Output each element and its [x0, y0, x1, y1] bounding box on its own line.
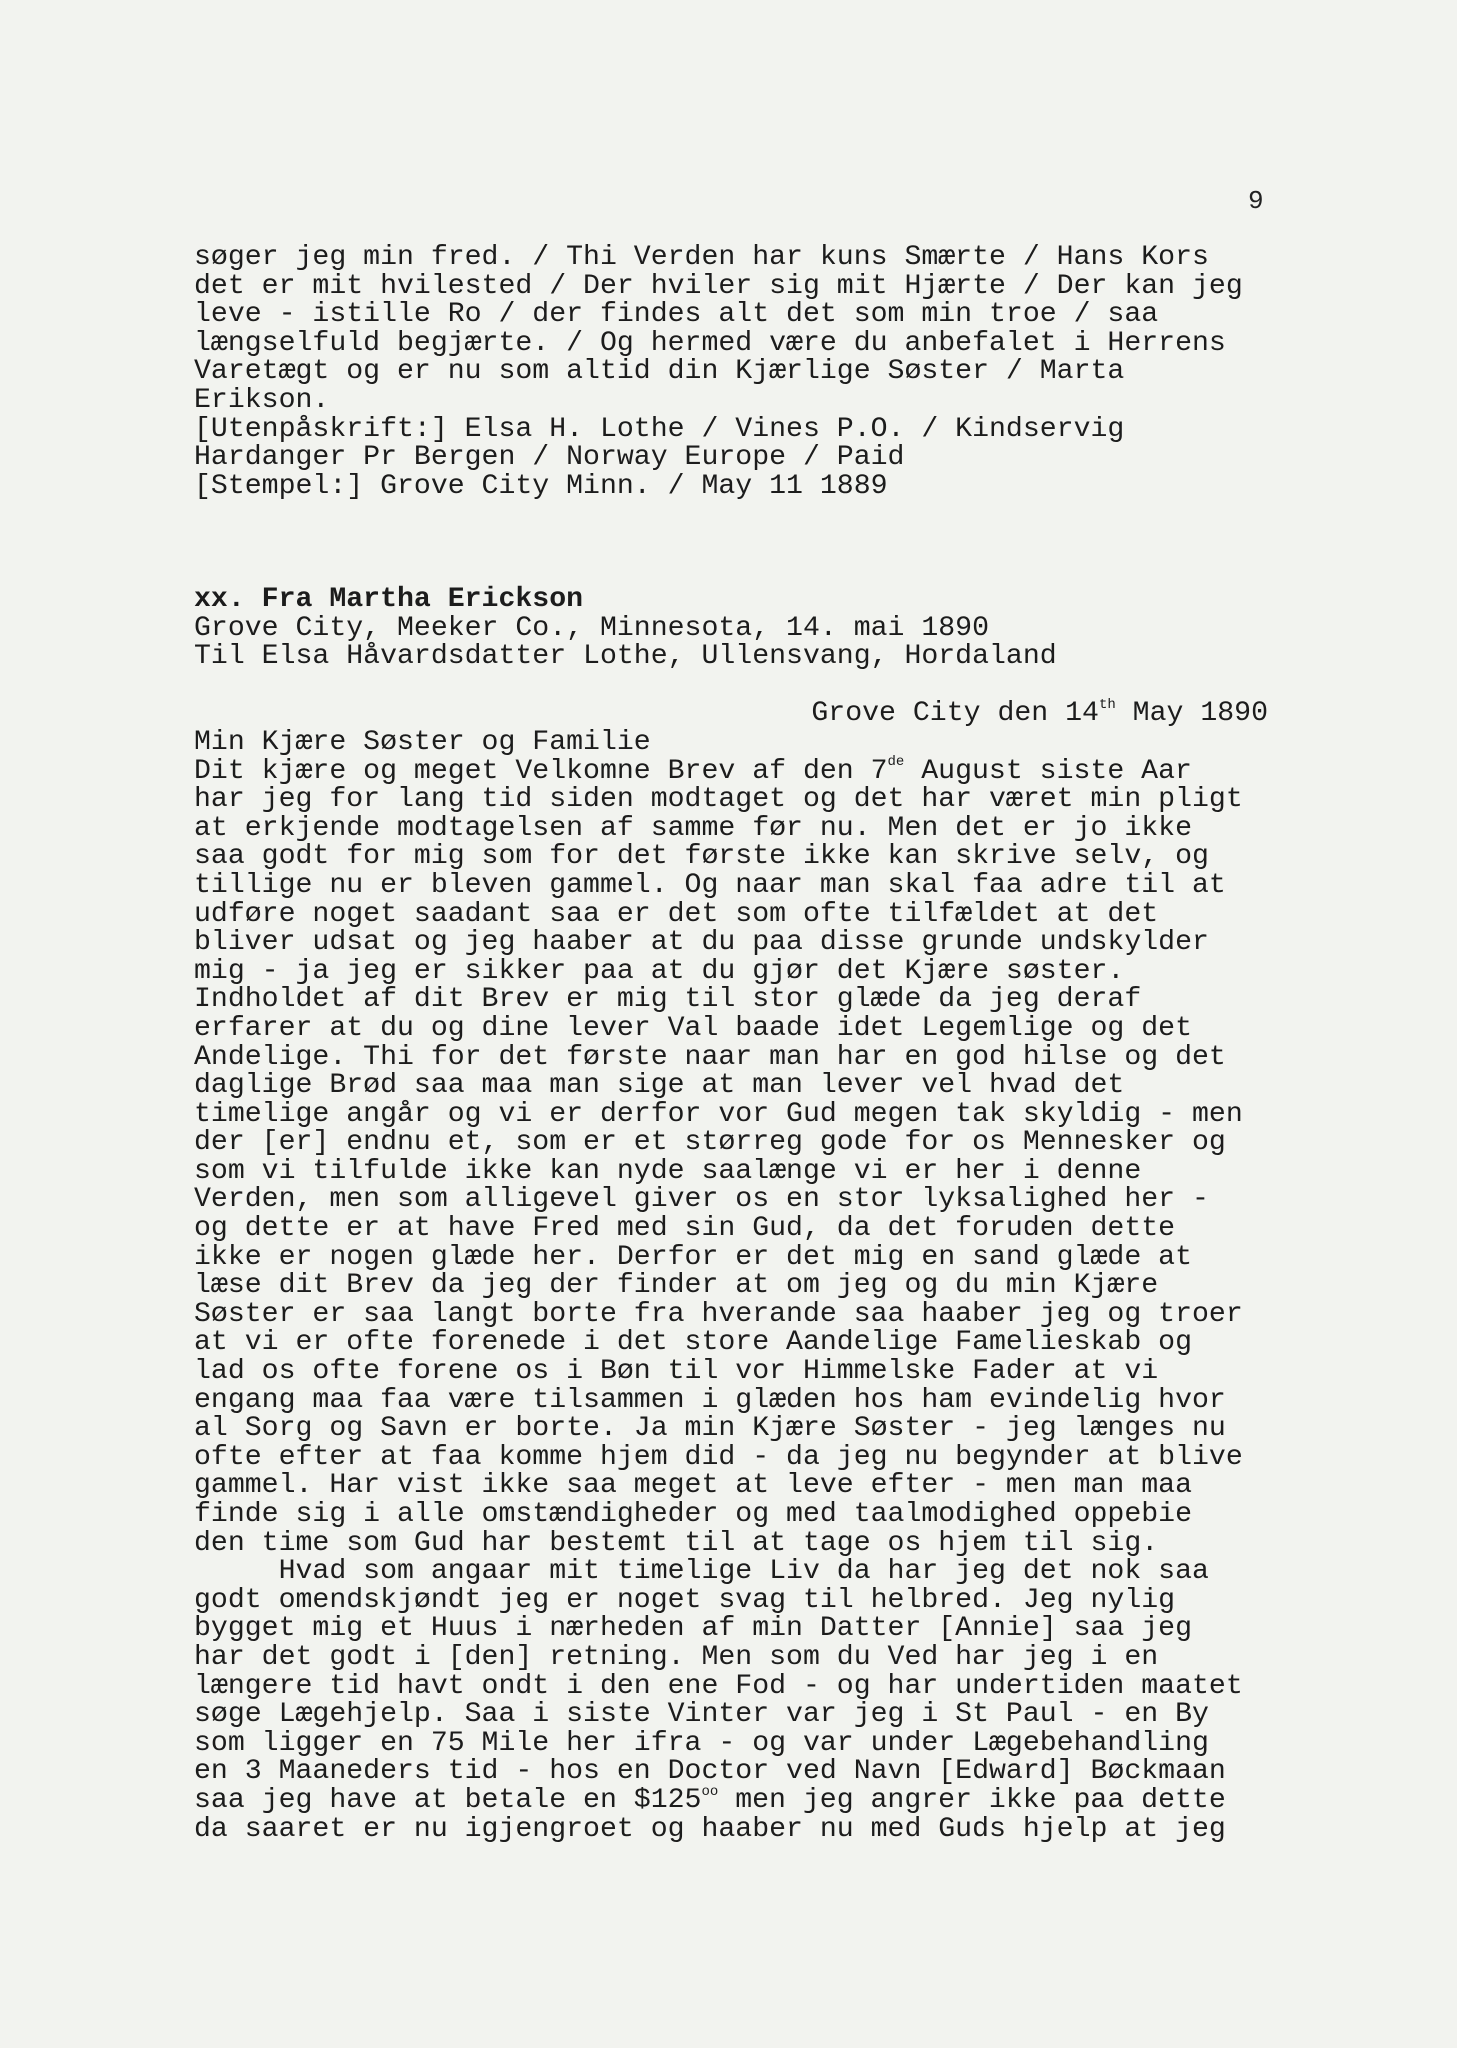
text-line: daglige Brød saa maa man sige at man lever vel hvad det — [194, 1070, 1125, 1102]
text-line: bliver udsat og jeg haaber at du paa disse grunde undskylder — [194, 927, 1209, 959]
text-line: Andelige. Thi for det første naar man har en god hilse og det — [194, 1041, 1226, 1073]
address-line: [Utenpåskrift:] Elsa H. Lothe / Vines P.O. / Kindservig — [194, 413, 1125, 445]
blank-line — [194, 672, 1304, 701]
superscript: oo — [701, 1783, 719, 1800]
text-line: en 3 Maaneders tid - hos en Doctor ved Navn [Edward] Bøckmaan — [194, 1756, 1226, 1788]
letter-block — [194, 586, 1304, 1844]
text-line: det er mit hvilested / Der hviler sig mit Hjærte / Der kan jeg — [194, 270, 1243, 302]
text-line: Varetægt og er nu som altid din Kjærlige Søster / Marta — [194, 356, 1125, 388]
text-line: leve - istille Ro / der findes alt det som min troe / saa — [194, 299, 1159, 331]
text-line: søger jeg min fred. / Thi Verden har kuns Smærte / Hans Kors — [194, 242, 1209, 273]
text-line: søge Lægehjelp. Saa i siste Vinter var jeg i St Paul - en By — [194, 1699, 1209, 1731]
text-line: finde sig i alle omstændigheder og med taalmodighed oppebie — [194, 1499, 1192, 1530]
letter-salutation: Min Kjære Søster og Familie — [194, 726, 651, 758]
text-line: al Sorg og Savn er borte. Ja min Kjære Søster - jeg længes nu — [194, 1413, 1226, 1445]
text-line: Dit kjære og meget Velkomne Brev af den 7de August siste Aar — [194, 754, 1192, 787]
text-line: gammel. Har vist ikke saa meget at leve efter - men man maa — [194, 1470, 1192, 1502]
text-line: Søster er saa langt borte fra hverande saa haaber jeg og troer — [194, 1298, 1243, 1330]
text-line: saa jeg have at betale en $\$125^{oo}$ men jeg angrer ikke paa dette — [194, 1783, 1226, 1816]
letter-title: xx. Fra Martha Erickson — [194, 584, 584, 615]
text-line: da saaret er nu igjengroet og haaber nu med Guds hjelp at jeg — [194, 1813, 1226, 1845]
text-line: lad os ofte forene os i Bøn til vor Himmelske Fader at vi — [194, 1356, 1159, 1388]
text-line: der [er] endnu et, som er et størreg gode for os Mennesker og — [194, 1127, 1226, 1159]
text-line: Hvad som angaar mit timelige Liv da har jeg det nok saa — [194, 1556, 1209, 1588]
text-line: at vi er ofte forenede i det store Aandelige Famelieskab og — [194, 1327, 1192, 1359]
page-number: 9 — [1248, 186, 1264, 216]
stamp-line: [Stempel:] Grove City Minn. / May 11 1889 — [194, 470, 888, 502]
letter-body — [194, 786, 1304, 1787]
text-line: erfarer at du og dine lever Val baade idet Legemlige og det — [194, 1012, 1192, 1044]
text-line: læse dit Brev da jeg der finder at om jeg og du min Kjære — [194, 1270, 1159, 1302]
text-line: timelige angår og vi er derfor vor Gud megen tak skyldig - men — [194, 1098, 1243, 1130]
text-line: som vi tilfulde ikke kan nyde saalænge vi er her i denne — [194, 1155, 1142, 1187]
address-line: Hardanger Pr Bergen / Norway Europe / Paid — [194, 442, 905, 474]
text-line: ikke er nogen glæde her. Derfor er det mig en sand glæde at — [194, 1241, 1192, 1273]
text-line: mig - ja jeg er sikker paa at du gjør det Kjære søster. — [194, 955, 1125, 987]
text-line: den time som Gud har bestemt til at tage os hjem til sig. — [194, 1527, 1159, 1559]
text-line: og dette er at have Fred med sin Gud, da det foruden dette — [194, 1213, 1176, 1245]
text-line: længere tid havt ondt i den ene Fod - og har undertiden maatet — [194, 1670, 1243, 1702]
text-line: saa godt for mig som for det første ikke kan skrive selv, og — [194, 841, 1209, 873]
text-line: engang maa faa være tilsammen i glæden hos ham evindelig hvor — [194, 1384, 1226, 1416]
continuation-block — [194, 244, 1304, 501]
text-line: Erikson. — [194, 384, 330, 416]
text-line: tillige nu er bleven gammel. Og naar man skal faa adre til at — [194, 869, 1226, 901]
text-line: har jeg for lang tid siden modtaget og det har været min pligt — [194, 784, 1243, 816]
text-line: Verden, men som alligevel giver os en stor lyksalighed her - — [194, 1184, 1209, 1216]
text-line: at erkjende modtagelsen af samme før nu. Men det er jo ikke — [194, 812, 1192, 844]
text-line: godt omendskjøndt jeg er noget svag til helbred. Jeg nylig — [194, 1584, 1176, 1616]
text-line: længselfuld begjærte. / Og hermed være du anbefalet i Herrens — [194, 327, 1226, 359]
letter-recipient: Til Elsa Håvardsdatter Lothe, Ullensvang, Hordaland — [194, 641, 1057, 673]
text-line: Indholdet af dit Brev er mig til stor glæde da jeg deraf — [194, 984, 1142, 1016]
superscript: de — [887, 754, 905, 771]
text-line: ofte efter at faa komme hjem did - da jeg nu begynder at blive — [194, 1441, 1243, 1473]
text-line: som ligger en 75 Mile her ifra - og var under Lægebehandling — [194, 1727, 1209, 1759]
text-line: udføre noget saadant saa er det som ofte tilfældet at det — [194, 898, 1159, 930]
superscript: th — [1098, 696, 1116, 713]
letter-dateline: Grove City den 14th May 1890 — [811, 696, 1268, 730]
text-line: har det godt i [den] retning. Men som du Ved har jeg i en — [194, 1641, 1159, 1673]
letter-origin: Grove City, Meeker Co., Minnesota, 14. mai 1890 — [194, 612, 990, 644]
text-line: bygget mig et Huus i nærheden af min Datter [Annie] saa jeg — [194, 1613, 1192, 1645]
